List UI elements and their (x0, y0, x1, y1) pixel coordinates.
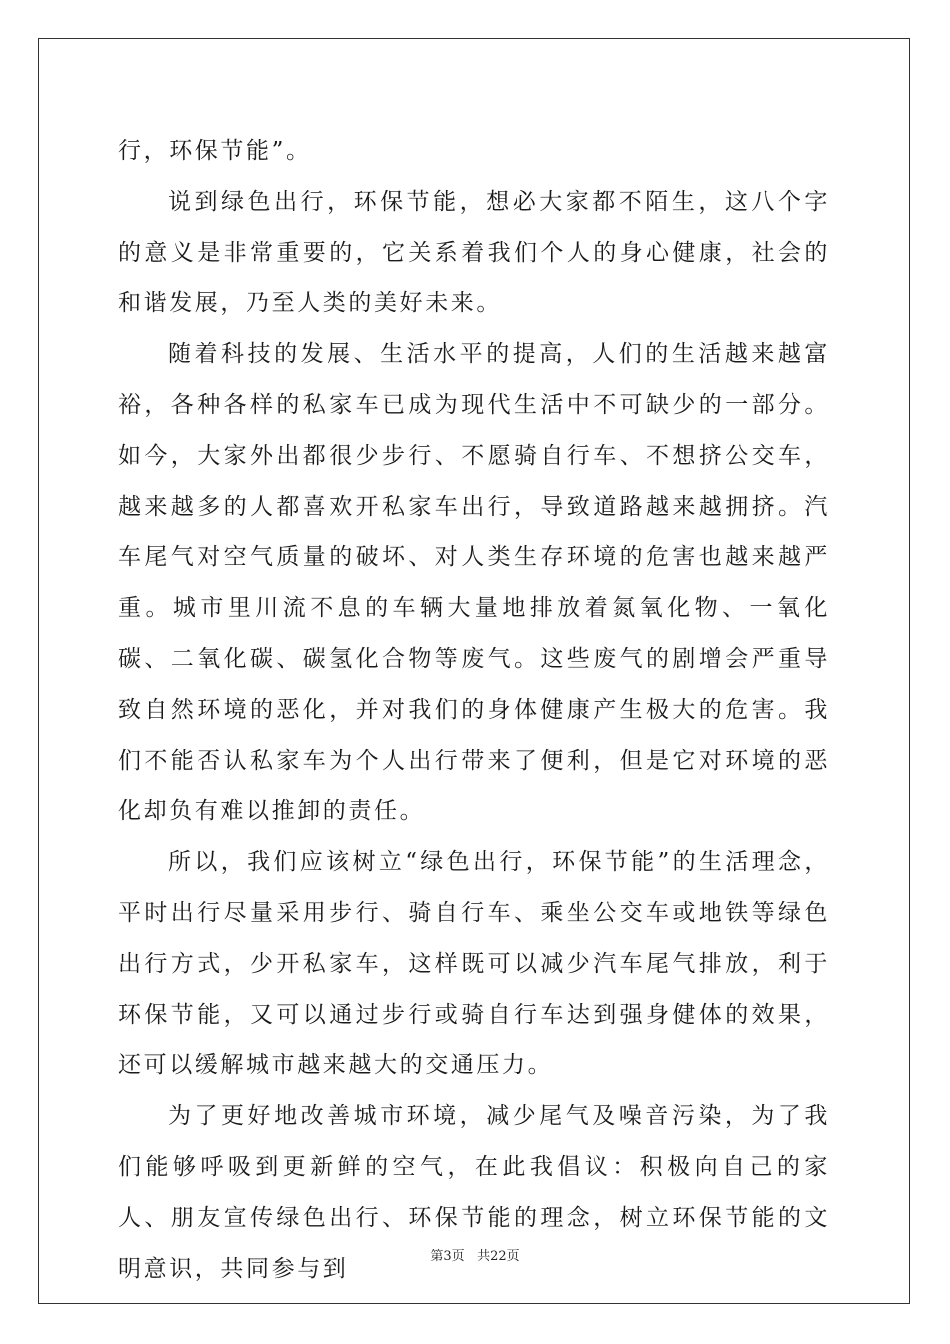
page-label: 第 (430, 1249, 444, 1264)
paragraph-1: 说到绿色出行，环保节能，想必大家都不陌生，这八个字的意义是非常重要的，它关系着我们个人的身心健康，社会的和谐发展，乃至人类的美好未来。 (118, 188, 830, 317)
paragraph-3: 所以，我们应该树立“绿色出行，环保节能”的生活理念，平时出行尽量采用步行、骑自行车、乘坐公交车或地铁等绿色出行方式，少开私家车，这样既可以减少汽车尾气排放，利于环保节能，又可以通过步行或骑自行车达到强身健体的效果，还可以缓解城市越来越大的交通压力。 (118, 849, 830, 1079)
page-footer (0, 1248, 950, 1266)
total-suffix: 页 (506, 1249, 520, 1264)
paragraph-4: 为了更好地改善城市环境，减少尾气及噪音污染，为了我们能够呼吸到更新鲜的空气，在此我倡议：积极向自己的家人、朋友宣传绿色出行、环保节能的理念，树立环保节能的文明意识，共同参与到 (118, 1103, 830, 1282)
page-number: 3 (443, 1249, 452, 1264)
total-pages: 22 (490, 1249, 507, 1264)
document-body (118, 126, 830, 1294)
page-suffix: 页 (451, 1249, 465, 1264)
paragraph-continuation: 行，环保节能”。 (118, 138, 312, 164)
total-label: 共 (477, 1249, 491, 1264)
paragraph-2: 随着科技的发展、生活水平的提高，人们的生活越来越富裕，各种各样的私家车已成为现代生活中不可缺少的一部分。如今，大家外出都很少步行、不愿骑自行车、不想挤公交车，越来越多的人都喜欢开私家车出行，导致道路越来越拥挤。汽车尾气对空气质量的破坏、对人类生存环境的危害也越来越严重。城市里川流不息的车辆大量地排放着氮氧化物、一氧化碳、二氧化碳、碳氢化合物等废气。这些废气的剧增会严重导致自然环境的恶化，并对我们的身体健康产生极大的危害。我们不能否认私家车为个人出行带来了便利，但是它对环境的恶化却负有难以推卸的责任。 (118, 341, 830, 825)
